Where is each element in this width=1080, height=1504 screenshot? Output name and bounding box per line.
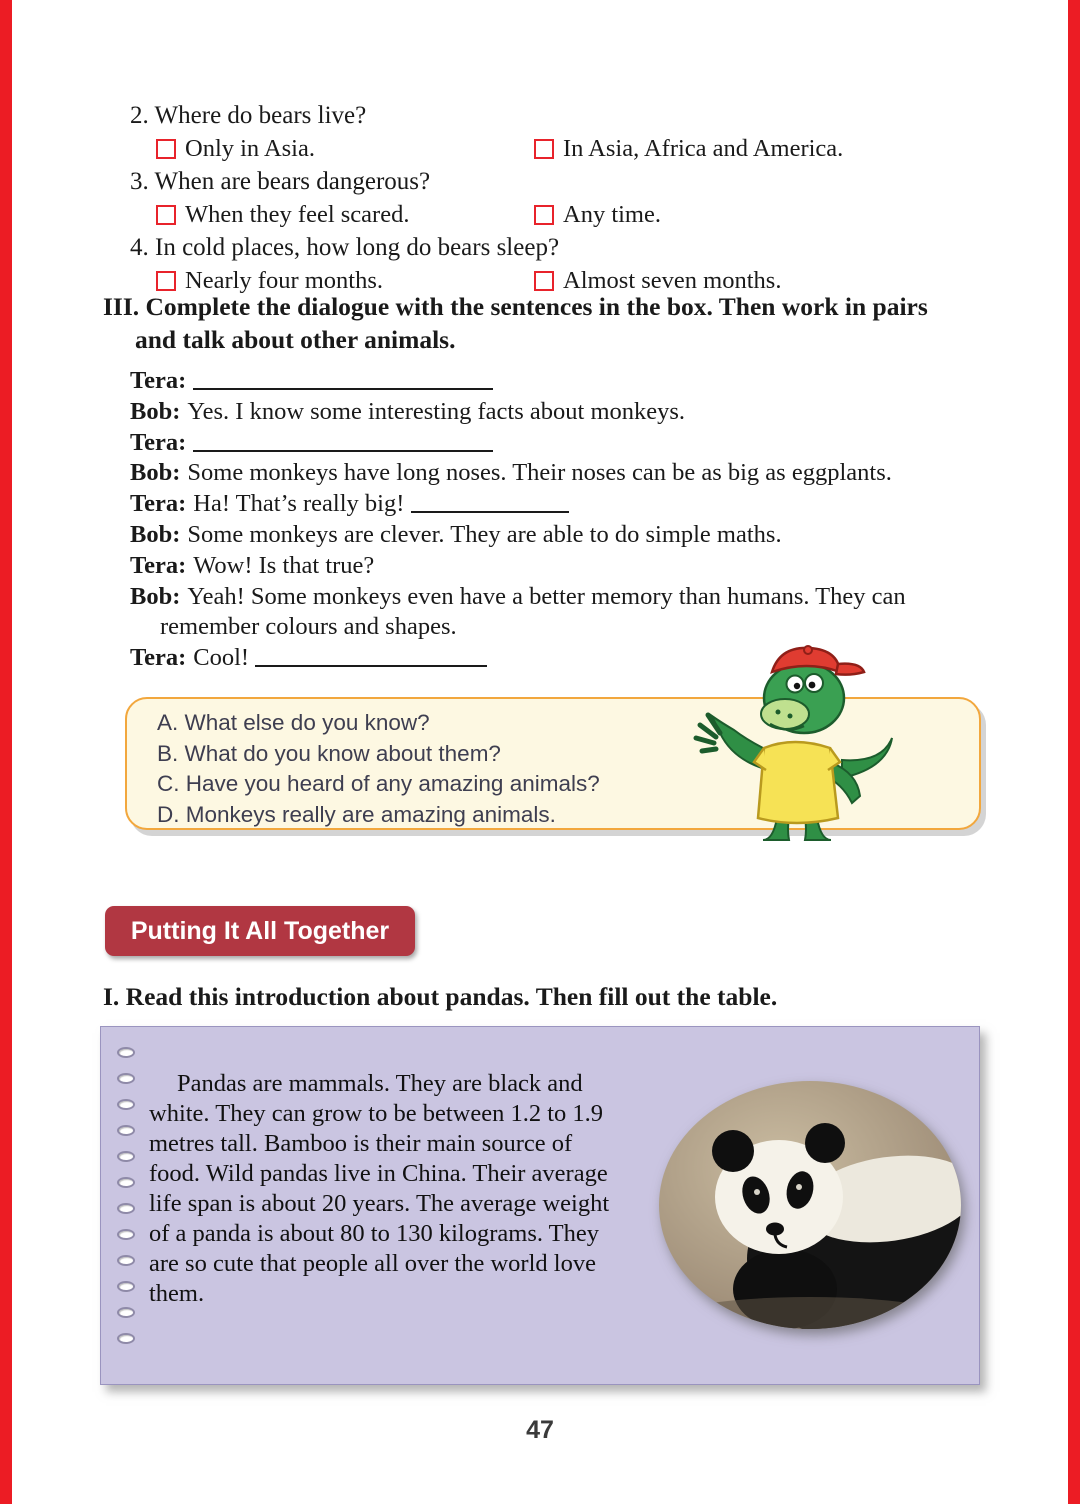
option-label: Any time. [563,201,661,228]
section-iii-heading-line2: and talk about other animals. [135,325,456,354]
section-iii-heading [103,290,983,356]
dialogue-line [130,397,992,428]
dialogue-line [130,520,992,551]
fill-in-blank[interactable] [193,438,493,452]
dialogue-line [130,428,992,459]
answer-checkbox[interactable] [156,205,176,225]
box-sentence-b: B. What do you know about them? [157,740,501,766]
option-label: In Asia, Africa and America. [563,135,844,162]
option-label: When they feel scared. [185,201,410,228]
speaker-label: Tera: [130,367,187,394]
left-edge-bar [0,0,12,1504]
dialogue-text: Yes. I know some interesting facts about monkeys. [187,397,686,425]
speaker-label: Bob: [130,520,181,548]
bear-quiz [130,98,1000,298]
fill-in-blank[interactable] [255,653,487,667]
quiz-options-row [130,133,1000,164]
dialogue-line [130,366,992,397]
answer-checkbox[interactable] [156,139,176,159]
box-sentence-d: D. Monkeys really are amazing animals. [157,801,556,827]
dialogue-line [130,489,992,520]
option-label: Nearly four months. [185,267,383,294]
option-label: Only in Asia. [185,135,315,162]
speaker-label: Tera: [130,644,187,672]
fill-in-blank[interactable] [193,376,493,390]
speaker-label: Bob: [130,459,181,487]
badge-label: Putting It All Together [130,916,390,945]
dialogue-line [130,551,992,582]
box-sentence-a: A. What else do you know? [157,710,430,735]
right-edge-bar [1068,0,1080,1504]
speaker-label: Bob: [130,582,181,610]
quiz-question: 2. Where do bears live? [130,102,367,129]
dinosaur-mascot-icon [692,628,897,843]
page-number: 47 [526,1416,554,1444]
answer-checkbox[interactable] [156,271,176,291]
quiz-options-row [130,199,1000,230]
spiral-binding-holes [117,1047,135,1359]
fill-in-blank[interactable] [411,499,569,513]
section-i-heading: I. Read this introduction about pandas. Then fill out the table. [103,982,778,1011]
dialogue-text: Some monkeys have long noses. Their noses can be as big as eggplants. [187,459,892,487]
answer-checkbox[interactable] [534,139,554,159]
putting-it-all-together-badge [105,906,415,956]
dialogue-text: Cool! [193,644,250,672]
dialogue-line [130,458,992,489]
dialogue-text: Ha! That’s really big! [193,490,405,518]
answer-checkbox[interactable] [534,205,554,225]
panda-introduction-text: Pandas are mammals. They are black and white. They can grow to be between 1.2 to 1.9 metres tall. Bamboo is their main source of food. Wild pandas live in China. Their average life span is about 20 years. The average weight of a panda is about 80 to 130 kilograms. They are so cute that people all over the world love them. [149,1070,610,1307]
dialogue-text: Wow! Is that true? [193,551,375,579]
dialogue-text: Some monkeys are clever. They are able to do simple maths. [187,520,782,548]
quiz-question: 3. When are bears dangerous? [130,168,431,195]
answer-checkbox[interactable] [534,271,554,291]
panda-reading-panel [100,1026,980,1385]
quiz-question: 4. In cold places, how long do bears sleep? [130,234,560,261]
speaker-label: Tera: [130,428,187,456]
speaker-label: Bob: [130,397,181,425]
dialogue-text: Yeah! Some monkeys even have a better memory than humans. They can remember colours and shapes. [160,582,906,641]
box-sentence-c: C. Have you heard of any amazing animals? [157,771,600,796]
speaker-label: Tera: [130,551,187,579]
panda-photo [657,1079,963,1331]
speaker-label: Tera: [130,490,187,518]
section-iii-heading-line1: III. Complete the dialogue with the sentences in the box. Then work in pairs [103,292,928,321]
option-label: Almost seven months. [563,267,782,294]
